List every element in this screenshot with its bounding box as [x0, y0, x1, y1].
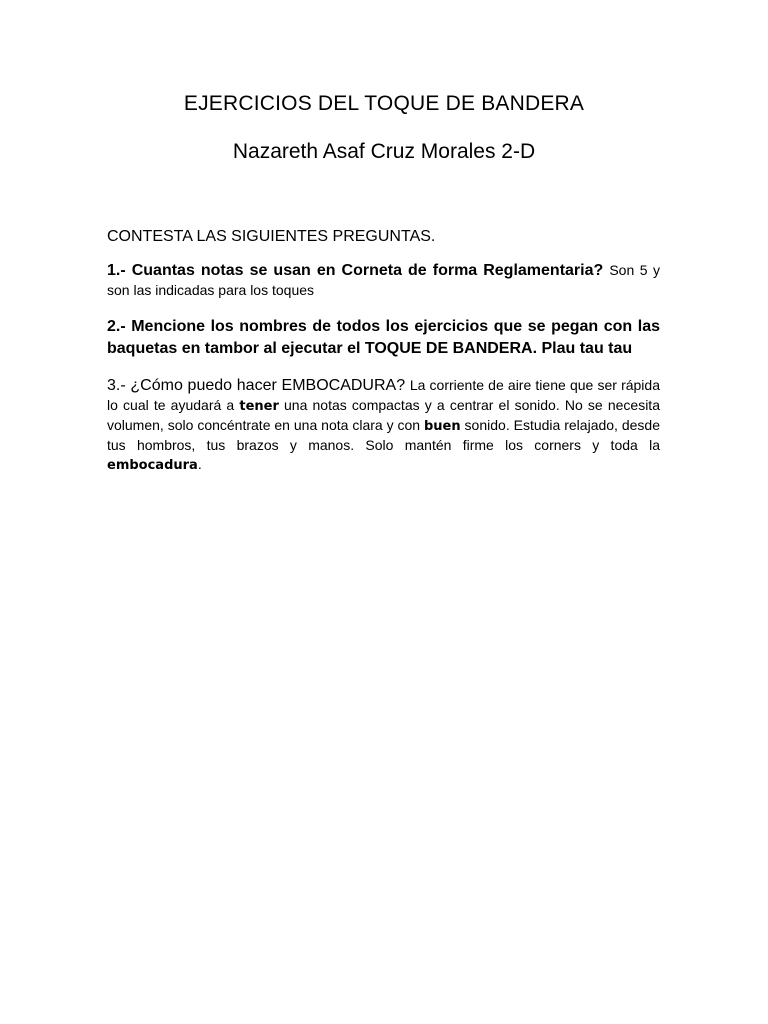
question-3 [107, 376, 660, 475]
answer-emphasis-tener: tener [239, 399, 279, 414]
document-body [107, 228, 660, 491]
question-1-label: 1.- Cuantas notas se usan en Corneta de forma Reglamentaria? [107, 262, 604, 279]
question-2 [107, 316, 660, 360]
question-2-label: 2.- Mencione los nombres de todos los ejercicios que se pegan con las baquetas en tambor al ejecutar el TOQUE DE BANDERA. [107, 318, 660, 357]
author-name: Nazareth Asaf Cruz Morales 2-D [232, 140, 536, 163]
answer-emphasis-buen: buen [424, 419, 461, 434]
question-3-answer: La corriente de aire tiene que ser rápida lo cual te ayudará a [107, 377, 660, 413]
question-3-answer-cont-2: sonido. Estudia relajado, desde tus hombros, tus brazos y manos. Solo mantén firme los corners y toda la [107, 417, 660, 453]
question-3-label-keyword: EMBOCADURA? [281, 377, 406, 394]
answer-emphasis-embocadura: embocadura [107, 458, 198, 473]
document-title: EJERCICIOS DEL TOQUE DE BANDERA [183, 92, 585, 115]
question-2-answer: Plau tau tau [541, 340, 633, 357]
instructions-heading: CONTESTA LAS SIGUIENTES PREGUNTAS. [107, 228, 436, 245]
question-1-answer: Son 5 y son las indicadas para los toques [107, 262, 660, 298]
question-1 [107, 261, 660, 300]
question-3-label [107, 377, 405, 394]
question-3-label-prefix: 3.- ¿Cómo puedo hacer [107, 377, 282, 394]
question-3-answer-cont-1: una notas compactas y a centrar el sonido. No se necesita volumen, solo concéntrate en una nota clara y con [107, 397, 660, 433]
question-3-answer-end: . [197, 456, 202, 472]
